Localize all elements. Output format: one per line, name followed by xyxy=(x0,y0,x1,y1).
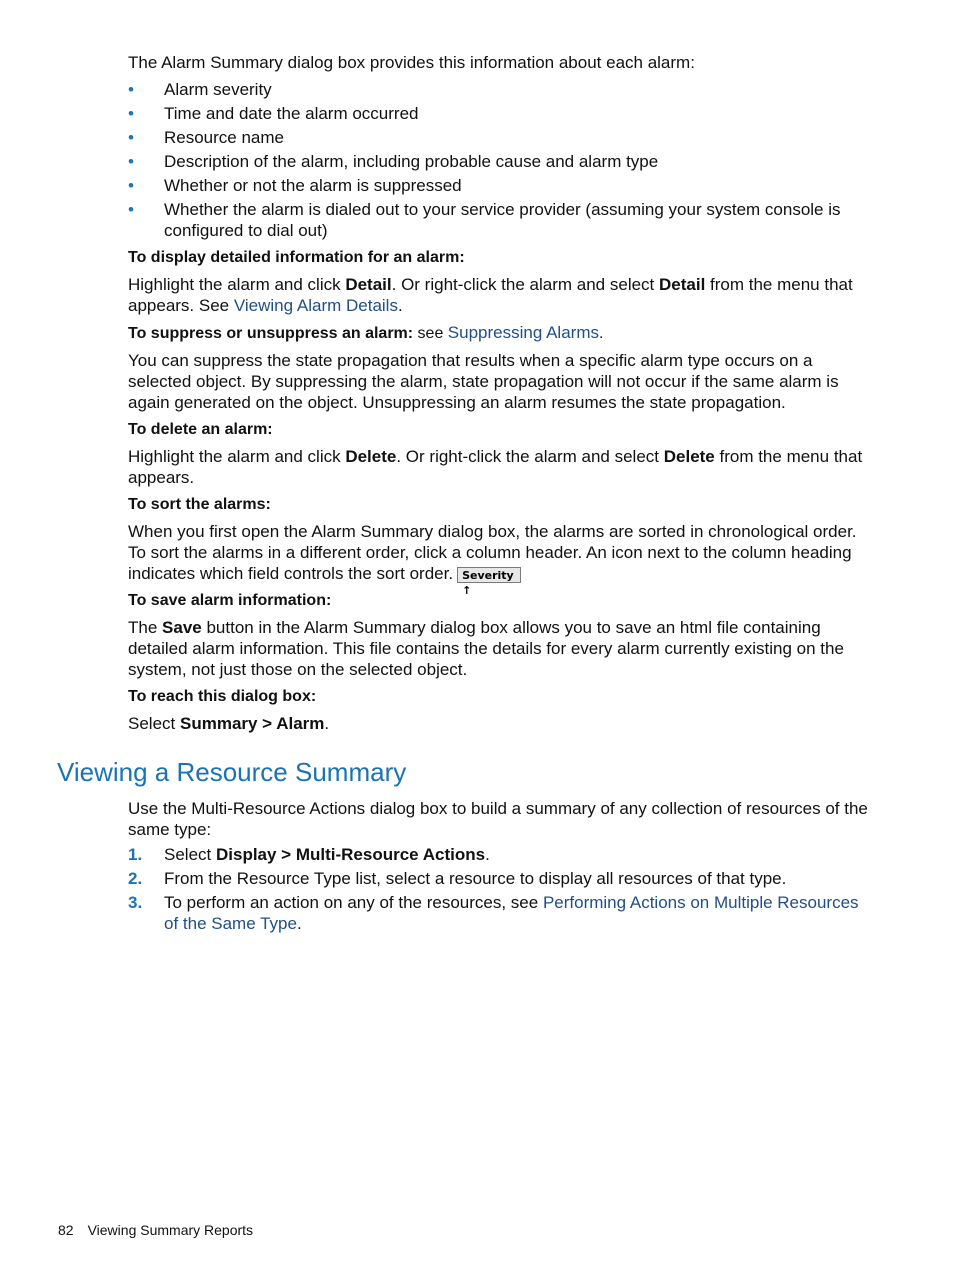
list-item: • Alarm severity xyxy=(128,80,272,99)
save-heading: To save alarm information: xyxy=(128,592,332,609)
steps-list xyxy=(128,844,870,934)
suppress-text: You can suppress the state propagation that results when a specific alarm type occurs on a selected object. By suppressing the alarm, state propagation will not occur if the same alarm is again generated on the object. Unsuppressing an alarm resumes the state propagation. xyxy=(128,351,839,412)
chapter-title: Viewing Summary Reports xyxy=(87,1222,254,1238)
list-item: 2. From the Resource Type list, select a resource to display all resources of that type. xyxy=(128,869,787,888)
list-item: • Resource name xyxy=(128,128,285,147)
display-detail-text: Highlight the alarm and click Detail. Or right-click the alarm and select Detail from the menu that appears. See Viewing Alarm Details. xyxy=(128,275,853,315)
page-number: 82 xyxy=(58,1222,74,1238)
section-title: Viewing a Resource Summary xyxy=(57,757,407,787)
sort-arrow-icon: ↑ xyxy=(462,583,472,597)
reach-text: Select Summary > Alarm. xyxy=(128,714,330,733)
performing-actions-link[interactable]: Performing Actions on Multiple Resources of the Same Type xyxy=(164,893,859,933)
step-number: 2. xyxy=(128,869,143,888)
bullet-icon: • xyxy=(128,152,134,171)
display-detail-heading: To display detailed information for an alarm: xyxy=(128,249,465,266)
page-footer xyxy=(58,1222,267,1238)
reach-heading: To reach this dialog box: xyxy=(128,688,317,705)
suppressing-alarms-link[interactable]: Suppressing Alarms xyxy=(447,323,599,342)
alarm-summary-content xyxy=(128,52,870,740)
bullet-icon: • xyxy=(128,176,134,195)
viewing-alarm-details-link[interactable]: Viewing Alarm Details xyxy=(233,296,398,315)
resource-summary-content xyxy=(128,798,870,937)
bullet-icon: • xyxy=(128,80,134,99)
sort-text: When you first open the Alarm Summary dialog box, the alarms are sorted in chronological order. To sort the alarms in a different order, click a column header. An icon next to the column heading indicates which field controls the sort order. Severity ↑ xyxy=(128,522,857,597)
section-intro: Use the Multi-Resource Actions dialog box to build a summary of any collection of resources of the same type: xyxy=(128,799,868,839)
list-item: 1. Select Display > Multi-Resource Actions. xyxy=(128,845,490,864)
list-item: • Description of the alarm, including probable cause and alarm type xyxy=(128,152,659,171)
bullet-icon: • xyxy=(128,200,134,219)
suppress-heading: To suppress or unsuppress an alarm: see Suppressing Alarms. xyxy=(128,323,604,342)
sort-heading: To sort the alarms: xyxy=(128,496,271,513)
severity-sort-button: Severity ↑ xyxy=(457,567,521,583)
list-item: 3. To perform an action on any of the resources, see Performing Actions on Multiple Resources of the Same Type. xyxy=(128,893,859,933)
delete-text: Highlight the alarm and click Delete. Or right-click the alarm and select Delete from the menu that appears. xyxy=(128,447,863,487)
alarm-info-list xyxy=(128,79,870,241)
step-number: 3. xyxy=(128,893,143,912)
delete-heading: To delete an alarm: xyxy=(128,421,273,438)
list-item: • Whether the alarm is dialed out to your service provider (assuming your system console is configured to dial out) xyxy=(128,200,841,240)
bullet-icon: • xyxy=(128,104,134,123)
list-item: • Time and date the alarm occurred xyxy=(128,104,419,123)
step-number: 1. xyxy=(128,845,143,864)
intro-text: The Alarm Summary dialog box provides this information about each alarm: xyxy=(128,53,695,72)
save-text: The Save button in the Alarm Summary dialog box allows you to save an html file containing detailed alarm information. This file contains the details for every alarm currently existing on the system, not just those on the selected object. xyxy=(128,618,844,679)
bullet-icon: • xyxy=(128,128,134,147)
list-item: • Whether or not the alarm is suppressed xyxy=(128,176,462,195)
